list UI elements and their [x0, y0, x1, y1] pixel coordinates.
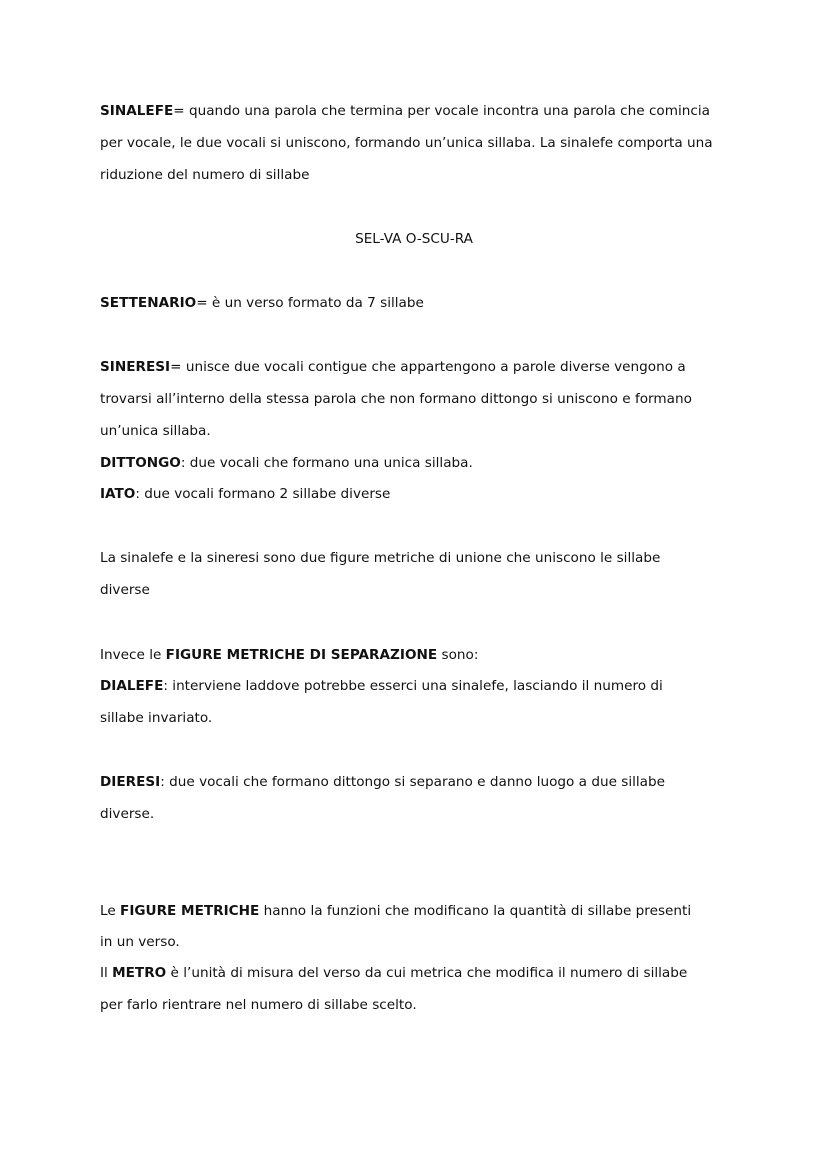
text-run: La sinalefe e la sineresi sono due figure metriche di unione che uniscono le sillabe — [100, 550, 661, 566]
text-run: sillabe invariato. — [100, 710, 213, 726]
text-run: per farlo rientrare nel numero di sillabe scelto. — [100, 997, 417, 1013]
text-line — [100, 357, 686, 377]
text-line — [100, 389, 692, 409]
text-run: diverse — [100, 582, 150, 598]
text-run: Invece le — [100, 647, 166, 663]
text-run: un’unica sillaba. — [100, 423, 211, 439]
text-run: riduzione del numero di sillabe — [100, 167, 310, 183]
text-line — [100, 293, 424, 313]
term-bold: IATO — [100, 486, 136, 502]
text-run: in un verso. — [100, 934, 180, 950]
text-line — [100, 708, 212, 728]
text-line — [100, 645, 478, 665]
text-line — [100, 772, 665, 792]
text-run: diverse. — [100, 806, 155, 822]
text-run: Il — [100, 965, 113, 981]
text-line — [100, 548, 660, 568]
text-run: : due vocali che formano una unica sillaba. — [180, 455, 473, 471]
term-bold: DIALEFE — [100, 678, 164, 694]
text-run: SEL-VA O-SCU-RA — [355, 231, 473, 247]
text-run: : interviene laddove potrebbe esserci una sinalefe, lasciando il numero di — [163, 678, 663, 694]
example-syllabification — [0, 229, 828, 249]
term-bold: SINERESI — [100, 359, 171, 375]
text-run: : due vocali formano 2 sillabe diverse — [135, 486, 391, 502]
text-run: hanno la funzioni che modificano la quantità di sillabe presenti — [259, 903, 692, 919]
text-line — [100, 133, 713, 153]
text-run: sono: — [437, 647, 479, 663]
term-bold: METRO — [112, 965, 167, 981]
text-line — [100, 804, 154, 824]
text-run: è l’unità di misura del verso da cui metrica che modifica il numero di sillabe — [166, 965, 688, 981]
text-run: Le — [100, 903, 121, 919]
text-run: = quando una parola che termina per vocale incontra una parola che comincia — [173, 103, 710, 119]
text-line — [100, 901, 691, 921]
text-run: per vocale, le due vocali si uniscono, formando un’unica sillaba. La sinalefe comporta una — [100, 135, 713, 151]
text-line — [100, 995, 417, 1015]
text-line — [100, 963, 687, 983]
text-run: = è un verso formato da 7 sillabe — [196, 295, 424, 311]
text-line — [100, 484, 390, 504]
term-bold: FIGURE METRICHE DI SEPARAZIONE — [165, 647, 438, 663]
text-line — [100, 165, 309, 185]
text-run: trovarsi all’interno della stessa parola che non formano dittongo si uniscono e formano — [100, 391, 692, 407]
text-run: : due vocali che formano dittongo si separano e danno luogo a due sillabe — [160, 774, 665, 790]
text-line — [100, 453, 473, 473]
term-bold: DITTONGO — [100, 455, 181, 471]
text-line — [100, 676, 663, 696]
term-bold: SETTENARIO — [100, 295, 197, 311]
text-line — [100, 421, 211, 441]
text-line — [100, 932, 180, 952]
text-run: = unisce due vocali contigue che appartengono a parole diverse vengono a — [170, 359, 686, 375]
text-line — [100, 101, 710, 121]
term-bold: FIGURE METRICHE — [120, 903, 260, 919]
text-line — [100, 580, 150, 600]
term-bold: DIERESI — [100, 774, 161, 790]
term-bold: SINALEFE — [100, 103, 174, 119]
